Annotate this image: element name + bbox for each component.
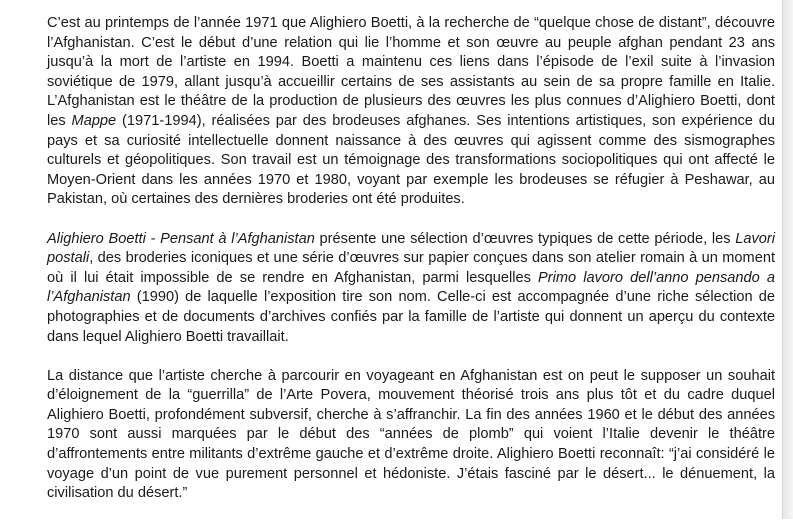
paragraph-2 — [47, 230, 775, 348]
artwork-title-lavori-postali: Lavori postali — [47, 230, 775, 267]
text-segment: La distance que l’artiste cherche à parcourir en voyageant en Afghanistan est on peut le supposer un souhait d’éloignement de la “guerrilla” de l’Arte Povera, mouvement théorisé trois ans plus tôt et du cadre duquel Alighiero Boetti, profondément subversif, cherche à s’affranchir. La fin des années 1960 et le début des années 1970 sont aussi marquées par le début des “années de plomb” qui voient l’Italie devenir le théâtre d’affrontements entre militants d’extrême gauche et d’extrême droite. Alighiero Boetti reconnaît: “j’ai considéré le voyage d’un point de vue purement personnel et hédoniste. J’étais fasciné par le désert... le dénuement, la civilisation du désert.” — [47, 367, 775, 502]
text-segment: , des broderies iconiques et une série d’œuvres sur papier conçues dans son atelier romain à un moment où il lui était impossible de se rendre en Afghanistan, parmi lesquelles — [47, 250, 775, 286]
artwork-title-primo-lavoro: Primo lavoro dell’anno pensando a l’Afghanistan — [47, 269, 775, 306]
paragraph-3 — [47, 367, 775, 504]
document-body — [47, 14, 775, 523]
artwork-title-mappe: Mappe — [71, 112, 117, 129]
text-segment: (1971-1994), réalisées par des brodeuses afghanes. Ses intentions artistiques, son expérience du pays et sa curiosité intellectuelle donnent naissance à des œuvres qui agissent comme des sismographes culturels et géopolitiques. Son travail est un témoignage des transformations sociopolitiques qui ont affecté le Moyen-Orient dans les années 1970 et 1980, voyant par exemple les brodeuses se réfugier à Peshawar, au Pakistan, où certaines des dernières broderies ont été produites. — [47, 112, 775, 208]
page-edge-shadow — [783, 0, 793, 519]
paragraph-1 — [47, 14, 775, 210]
exhibition-title: Alighiero Boetti - Pensant à l’Afghanistan — [47, 230, 315, 247]
text-segment: (1990) de laquelle l’exposition tire son nom. Celle-ci est accompagnée d’une riche sélection de photographies et de documents d’archives confiés par la famille de l’artiste qui donnent un aperçu du contexte dans lequel Alighiero Boetti travaillait. — [47, 289, 775, 345]
text-segment: C’est au printemps de l’année 1971 que Alighiero Boetti, à la recherche de “quelque chose de distant”, découvre l’Afghanistan. C’est le début d’une relation qui lie l’homme et son œuvre au peuple afghan pendant 23 ans jusqu’à la mort de l’artiste en 1994. Boetti a maintenu ces liens dans l’épisode de l’exil suite à l’invasion soviétique de 1979, allant jusqu’à accueillir certains de ses assistants au sein de sa propre famille en Italie. L’Afghanistan est le théâtre de la production de plusieurs des œuvres les plus connues d’Alighiero Boetti, dont les — [47, 15, 775, 129]
text-segment: présente une sélection d’œuvres typiques de cette période, les — [314, 230, 736, 247]
